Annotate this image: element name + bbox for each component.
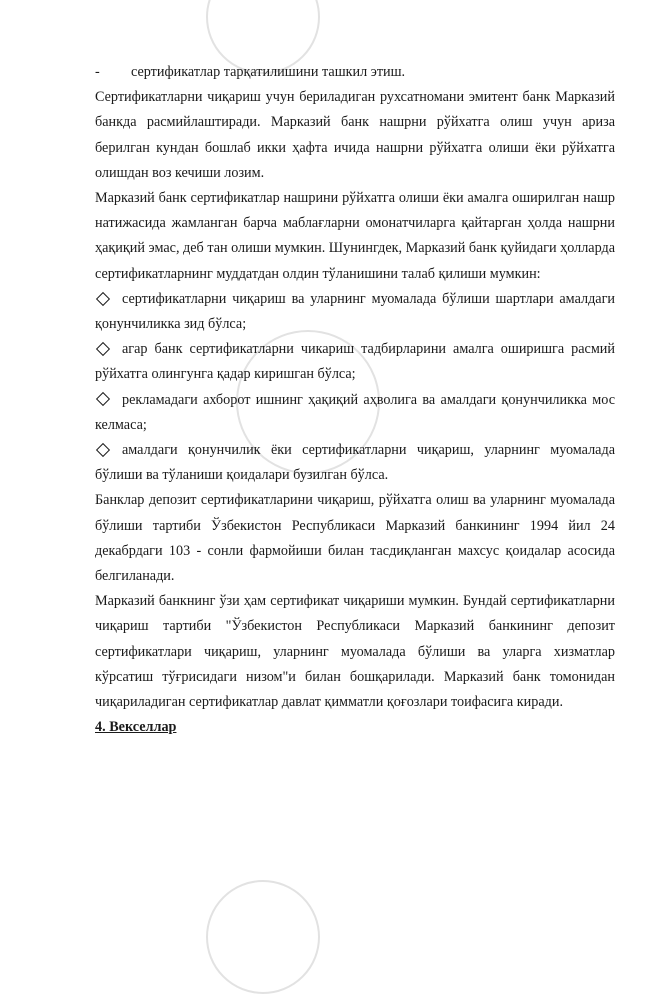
watermark-circle-bottom	[206, 880, 320, 994]
dash-list-item-text: сертификатлар тарқатилишини ташкил этиш.	[131, 64, 406, 80]
paragraph-registration: Сертификатларни чиқариш учун бериладиган рухсатномани эмитент банк Марказий банкда расмийлаштиради. Марказий банк нашрни рўйхатга олиш учун ариза берилган кундан бошлаб икки ҳафта ичида нашрни рўйхатга олиши ёки рўйхатга олишдан воз кечиши лозим.	[95, 89, 615, 181]
paragraph-central-bank-rights: Марказий банк сертификатлар нашрини рўйхатга олиши ёки амалга оширилган нашр натижасида жамланган барча маблағларни омонатчиларга қайтарган ҳолда нашрни ҳақиқий эмас, деб тан олиши мумкин. Шунингдек, Марказий банк қуйидаги ҳолларда сертификатларнинг муддатдан олдин тўланишини талаб қилиши мумкин:	[95, 190, 615, 282]
diamond-bullet-icon	[96, 291, 110, 305]
dash-list-item	[95, 60, 615, 85]
dash-marker: -	[95, 64, 100, 80]
paragraph-central-bank-certificates: Марказий банкнинг ўзи ҳам сертификат чиқариши мумкин. Бундай сертификатларни чиқариш тартиби "Ўзбекистон Республикаси Марказий банкининг депозит сертификатлари чиқариш, уларнинг муомалада бўлиши ва уларга хизматлар кўрсатиш тўғрисидаги низом"и билан бошқарилади. Марказий банк томонидан чиқариладиган сертификатлар давлат қимматли қоғозлари тоифасига киради.	[95, 593, 615, 711]
paragraph-rules: Банклар депозит сертификатларини чиқариш, рўйхатга олиш ва уларнинг муомалада бўлиши тартиби Ўзбекистон Республикаси Марказий банкининг 1994 йил 24 декабрдаги 103 - сонли фармойиши билан тасдиқланган махсус қоидалар асосида белгиланади.	[95, 492, 615, 585]
bullet-item-text: сертификатларни чиқариш ва уларнинг муомалада бўлиши шартлари амалдаги қонунчиликка зид бўлса;	[95, 290, 615, 333]
diamond-bullet-icon	[96, 342, 110, 356]
bullet-item	[95, 438, 615, 488]
bullet-item	[95, 388, 615, 438]
diamond-bullet-icon	[96, 392, 110, 406]
bullet-item-text: рекламадаги ахборот ишнинг ҳақиқий аҳволига ва амалдаги қонунчиликка мос келмаса;	[95, 391, 615, 433]
section-heading: 4. Векселлар	[95, 719, 177, 736]
document-page	[95, 60, 615, 740]
diamond-bullet-icon	[96, 443, 110, 457]
bullet-item	[95, 287, 615, 337]
bullet-item	[95, 337, 615, 387]
bullet-item-text: амалдаги қонунчилик ёки сертификатларни чиқариш, уларнинг муомалада бўлиши ва тўланиши қоидалари бузилган бўлса.	[95, 442, 615, 484]
bullet-item-text: агар банк сертификатларни чикариш тадбирларини амалга оширишга расмий рўйхатга олингунга қадар киришган бўлса;	[95, 341, 615, 383]
